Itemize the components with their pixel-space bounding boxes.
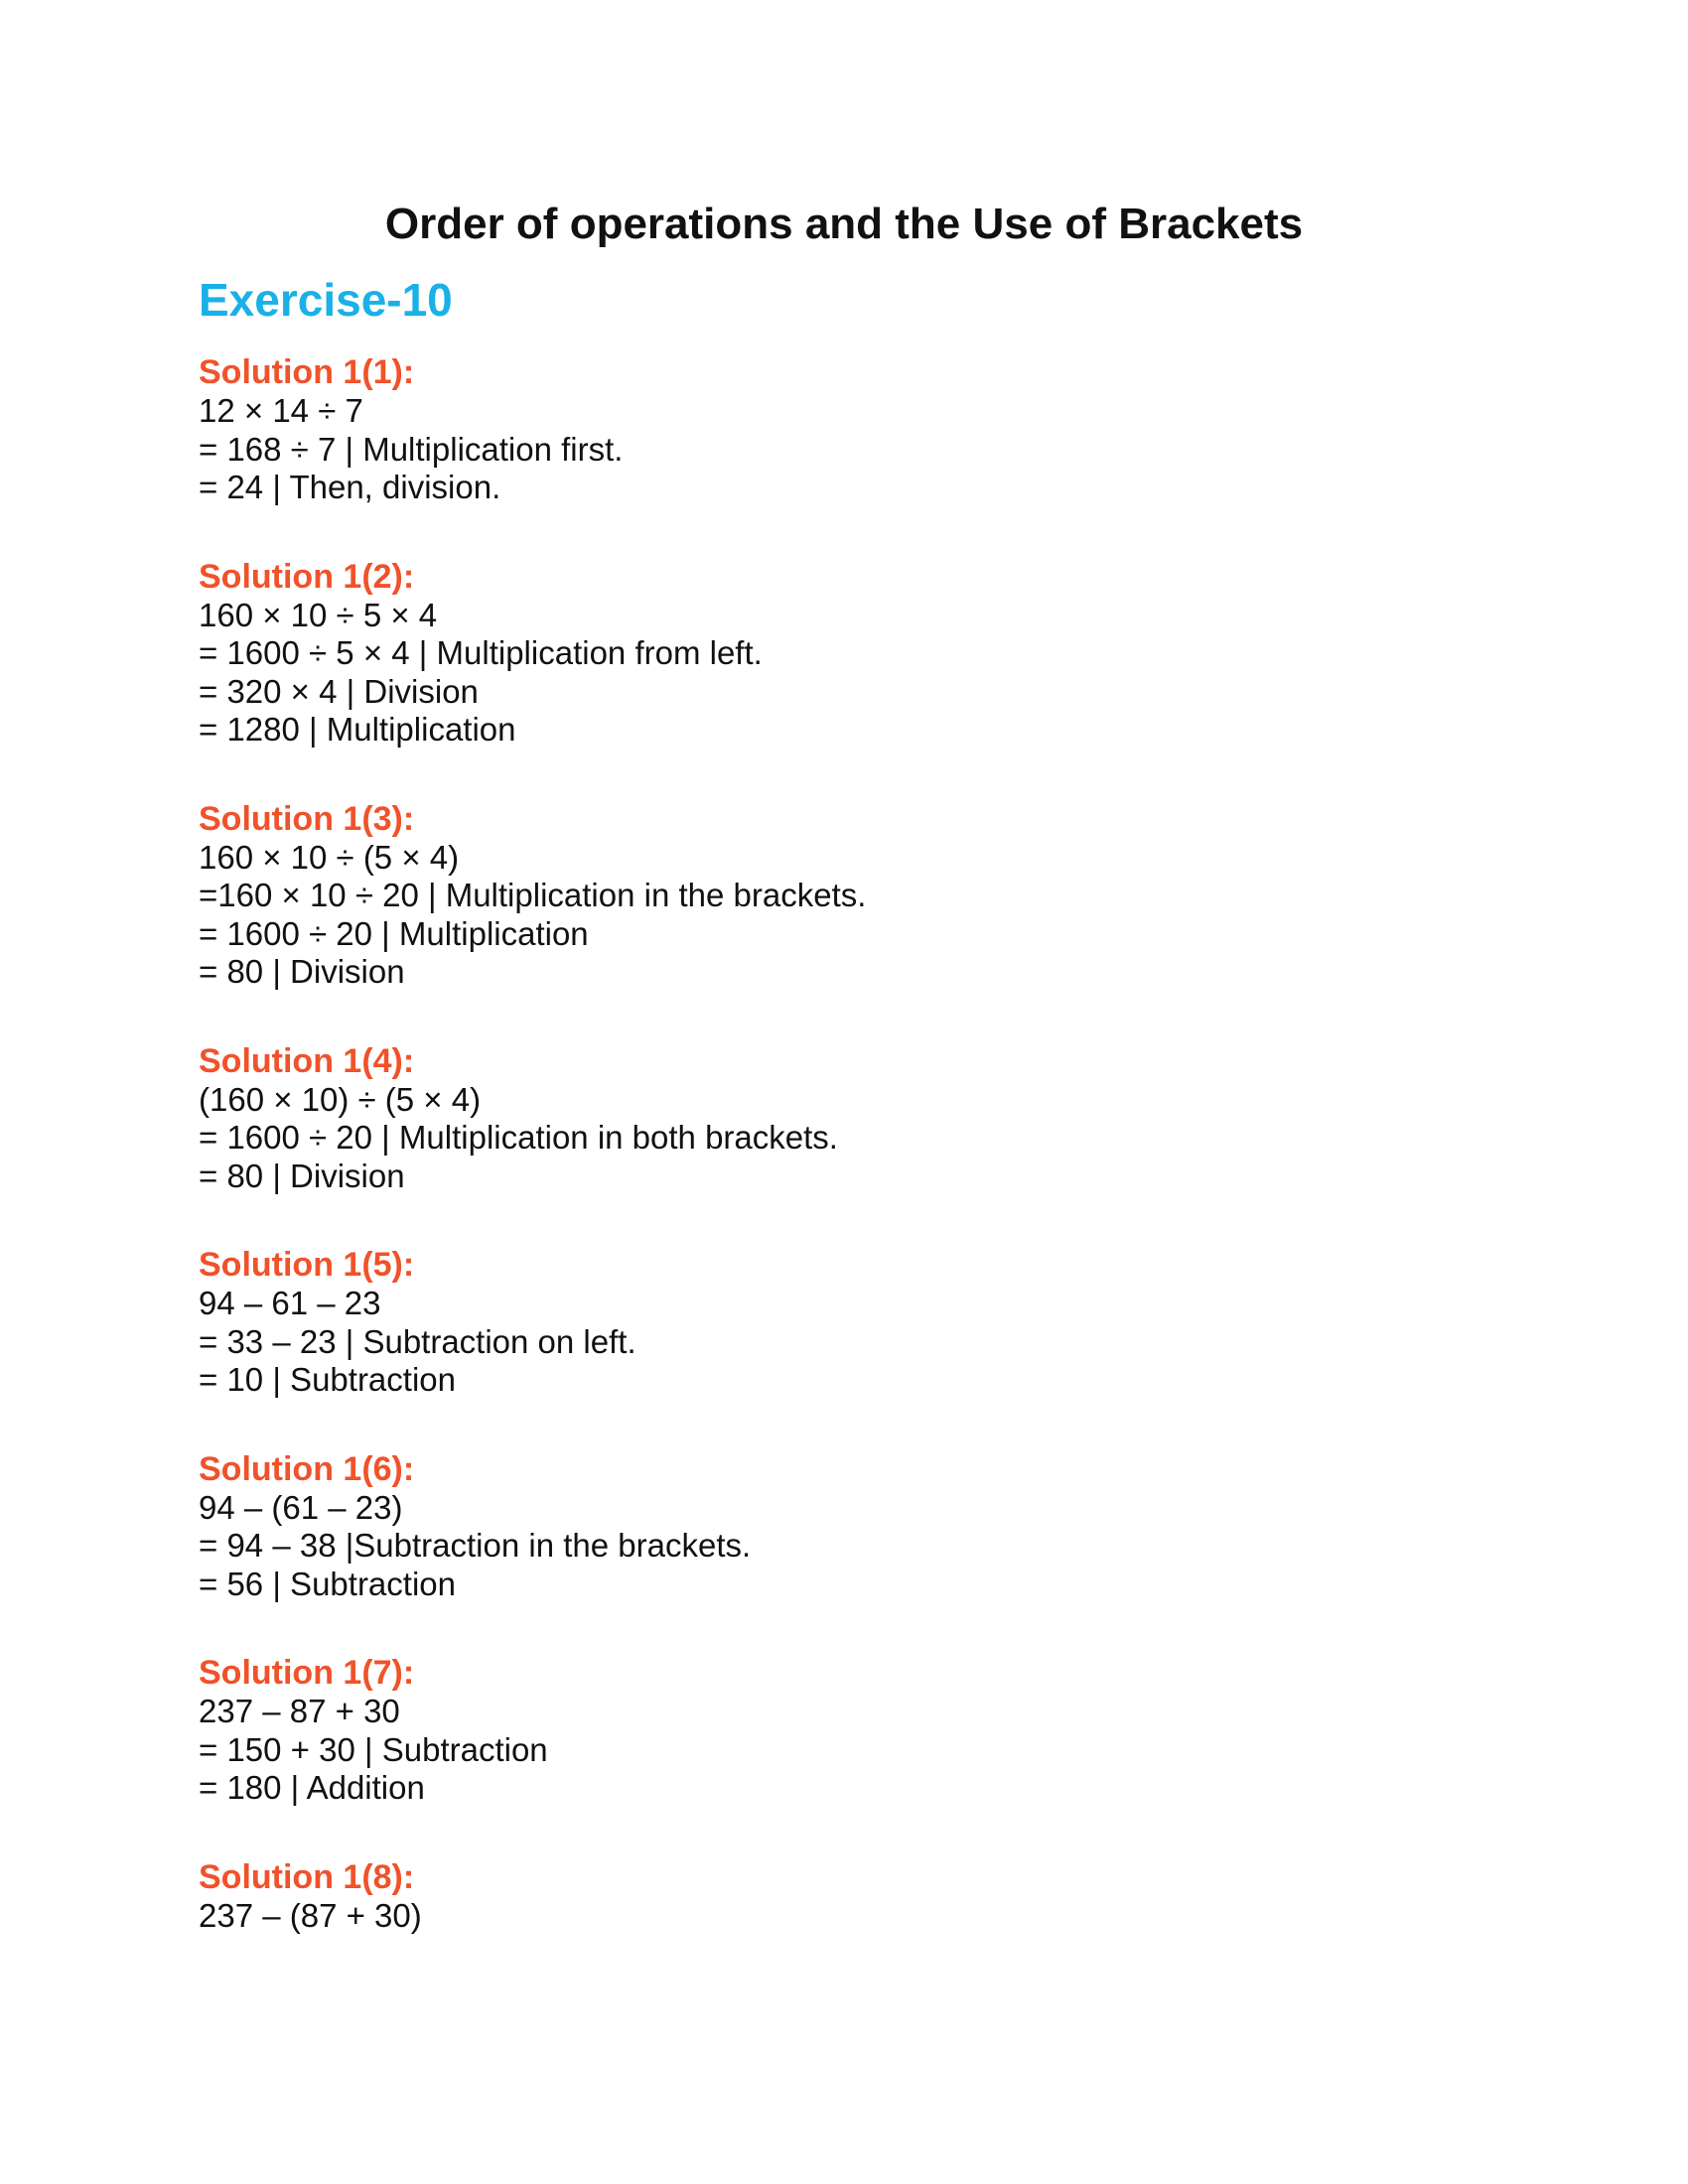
solution-1-5 (199, 1245, 1489, 1400)
solution-line: = 320 × 4 | Division (199, 672, 479, 710)
exercise-heading: Exercise-10 (199, 274, 453, 326)
solution-heading: Solution 1(3): (199, 799, 415, 838)
solution-1-6 (199, 1449, 1489, 1604)
solution-1-7 (199, 1653, 1489, 1808)
solution-1-2 (199, 557, 1489, 750)
solution-line: = 80 | Division (199, 1157, 405, 1194)
solution-line: 94 – 61 – 23 (199, 1285, 381, 1321)
solution-line: 237 – 87 + 30 (199, 1693, 400, 1729)
document-title: Order of operations and the Use of Brackets (384, 200, 1304, 248)
solution-line: = 1280 | Multiplication (199, 711, 516, 748)
solution-line: = 1600 ÷ 20 | Multiplication in both brackets. (199, 1119, 838, 1156)
solution-1-1 (199, 352, 1489, 507)
solutions-list (199, 352, 1489, 1984)
solution-1-4 (199, 1041, 1489, 1196)
solution-heading: Solution 1(1): (199, 353, 415, 391)
solution-line: = 56 | Subtraction (199, 1565, 456, 1602)
solution-heading: Solution 1(5): (199, 1246, 415, 1284)
solution-line: = 24 | Then, division. (199, 469, 501, 505)
solution-1-8 (199, 1857, 1489, 1936)
solution-line: = 150 + 30 | Subtraction (199, 1730, 548, 1768)
solution-heading: Solution 1(7): (199, 1654, 415, 1692)
solution-line: 12 × 14 ÷ 7 (199, 392, 363, 429)
solution-line: = 1600 ÷ 5 × 4 | Multiplication from left. (199, 634, 763, 671)
solution-line: = 94 – 38 |Subtraction in the brackets. (199, 1527, 752, 1564)
solution-line: = 10 | Subtraction (199, 1361, 456, 1398)
solution-line: = 80 | Division (199, 953, 405, 990)
solution-heading: Solution 1(4): (199, 1041, 415, 1080)
solution-1-3 (199, 799, 1489, 992)
solution-line: 160 × 10 ÷ 5 × 4 (199, 596, 438, 633)
solution-heading: Solution 1(2): (199, 557, 415, 596)
solution-line: = 1600 ÷ 20 | Multiplication (199, 914, 589, 952)
solution-line: 160 × 10 ÷ (5 × 4) (199, 838, 460, 876)
solution-line: = 180 | Addition (199, 1769, 425, 1806)
solution-line: = 33 – 23 | Subtraction on left. (199, 1322, 636, 1360)
solution-line: 94 – (61 – 23) (199, 1488, 403, 1526)
solution-line: = 168 ÷ 7 | Multiplication first. (199, 430, 624, 468)
solution-line: 237 – (87 + 30) (199, 1896, 422, 1934)
solution-heading: Solution 1(6): (199, 1449, 415, 1488)
solution-heading: Solution 1(8): (199, 1857, 415, 1896)
solution-line: (160 × 10) ÷ (5 × 4) (199, 1080, 482, 1118)
solution-line: =160 × 10 ÷ 20 | Multiplication in the brackets. (199, 877, 867, 913)
